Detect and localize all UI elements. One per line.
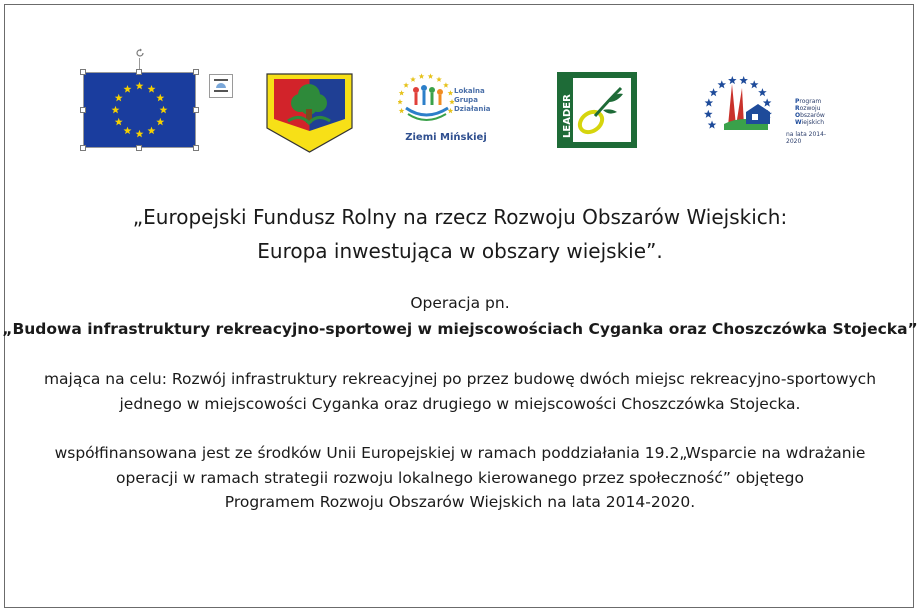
prow-line-2: Rozwoju: [795, 105, 821, 112]
lgd-star-icon: [403, 82, 409, 87]
rotate-handle-icon[interactable]: [135, 48, 145, 58]
eu-flag-icon[interactable]: [83, 72, 196, 148]
lgd-star-icon: [436, 76, 442, 81]
resize-handle-b[interactable]: [136, 145, 142, 151]
logo-row: [0, 0, 920, 170]
funding-line-2: operacji w ramach strategii rozwoju lokalnego kierowanego przez społeczność” objętego: [116, 469, 804, 487]
lgd-word-1: Lokalna: [454, 87, 485, 95]
svg-text:LEADER: LEADER: [562, 94, 573, 138]
layout-options-icon[interactable]: [209, 74, 233, 98]
prow-star-icon: [705, 98, 714, 106]
lgd-star-icon: [398, 99, 403, 104]
lgd-star-icon: [399, 90, 405, 95]
operation-label: Operacja pn.: [410, 294, 510, 312]
resize-handle-bl[interactable]: [80, 145, 86, 151]
lgd-word-3: Działania: [454, 105, 491, 113]
operation-name: „Budowa infrastruktury rekreacyjno-sportowej w miejscowościach Cyganka oraz Choszczówka Stojecka”: [2, 320, 918, 338]
prow-line-1: Program: [795, 98, 822, 105]
selection-box: [83, 72, 196, 148]
prow-line-3: Obszarów: [795, 112, 825, 119]
lgd-name: Ziemi Mińskiej: [405, 132, 487, 143]
goal-line-2: jednego w miejscowości Cyganka oraz drugiego w miejscowości Choszczówka Stojecka.: [119, 395, 801, 413]
resize-handle-tl[interactable]: [80, 69, 86, 75]
resize-handle-t[interactable]: [136, 69, 142, 75]
goal-line-1: mająca na celu: Rozwój infrastruktury rekreacyjnej po przez budowę dwóch miejsc rekreacyjno-sportowych: [43, 370, 877, 388]
prow-star-icon: [739, 76, 748, 84]
resize-handle-r[interactable]: [193, 107, 199, 113]
prow-years: na lata 2014-2020: [786, 131, 827, 145]
prow-logo: [698, 74, 838, 145]
prow-star-icon: [750, 80, 759, 88]
resize-handle-l[interactable]: [80, 107, 86, 113]
prow-line-4: Wiejskich: [795, 119, 825, 126]
title-line-1: „Europejski Fundusz Rolny na rzecz Rozwoju Obszarów Wiejskich:: [132, 205, 788, 229]
coat-of-arms-icon: [266, 73, 353, 153]
lgd-word-2: Grupa: [454, 96, 478, 104]
resize-handle-tr[interactable]: [193, 69, 199, 75]
prow-star-icon: [718, 80, 727, 88]
prow-star-icon: [758, 88, 767, 96]
resize-handle-br[interactable]: [193, 145, 199, 151]
lgd-star-icon: [428, 73, 434, 78]
title-line-2: Europa inwestująca w obszary wiejskie”.: [257, 239, 663, 263]
prow-star-icon: [708, 121, 717, 129]
prow-star-icon: [763, 98, 772, 106]
prow-star-icon: [728, 76, 737, 84]
lgd-ziemi-minskiej-logo: [398, 70, 490, 150]
lgd-star-icon: [443, 82, 449, 87]
prow-star-icon: [709, 88, 718, 96]
funding-line-1: współfinansowana jest ze środków Unii Europejskiej w ramach poddziałania 19.2„Wsparcie na wdrażanie: [54, 444, 866, 462]
prow-star-icon: [704, 110, 713, 118]
leader-logo: [557, 72, 637, 148]
lgd-star-icon: [419, 73, 425, 78]
lgd-star-icon: [399, 108, 405, 113]
lgd-star-icon: [410, 76, 416, 81]
funding-line-3: Programem Rozwoju Obszarów Wiejskich na lata 2014-2020.: [224, 493, 696, 511]
lgd-star-icon: [448, 90, 454, 95]
